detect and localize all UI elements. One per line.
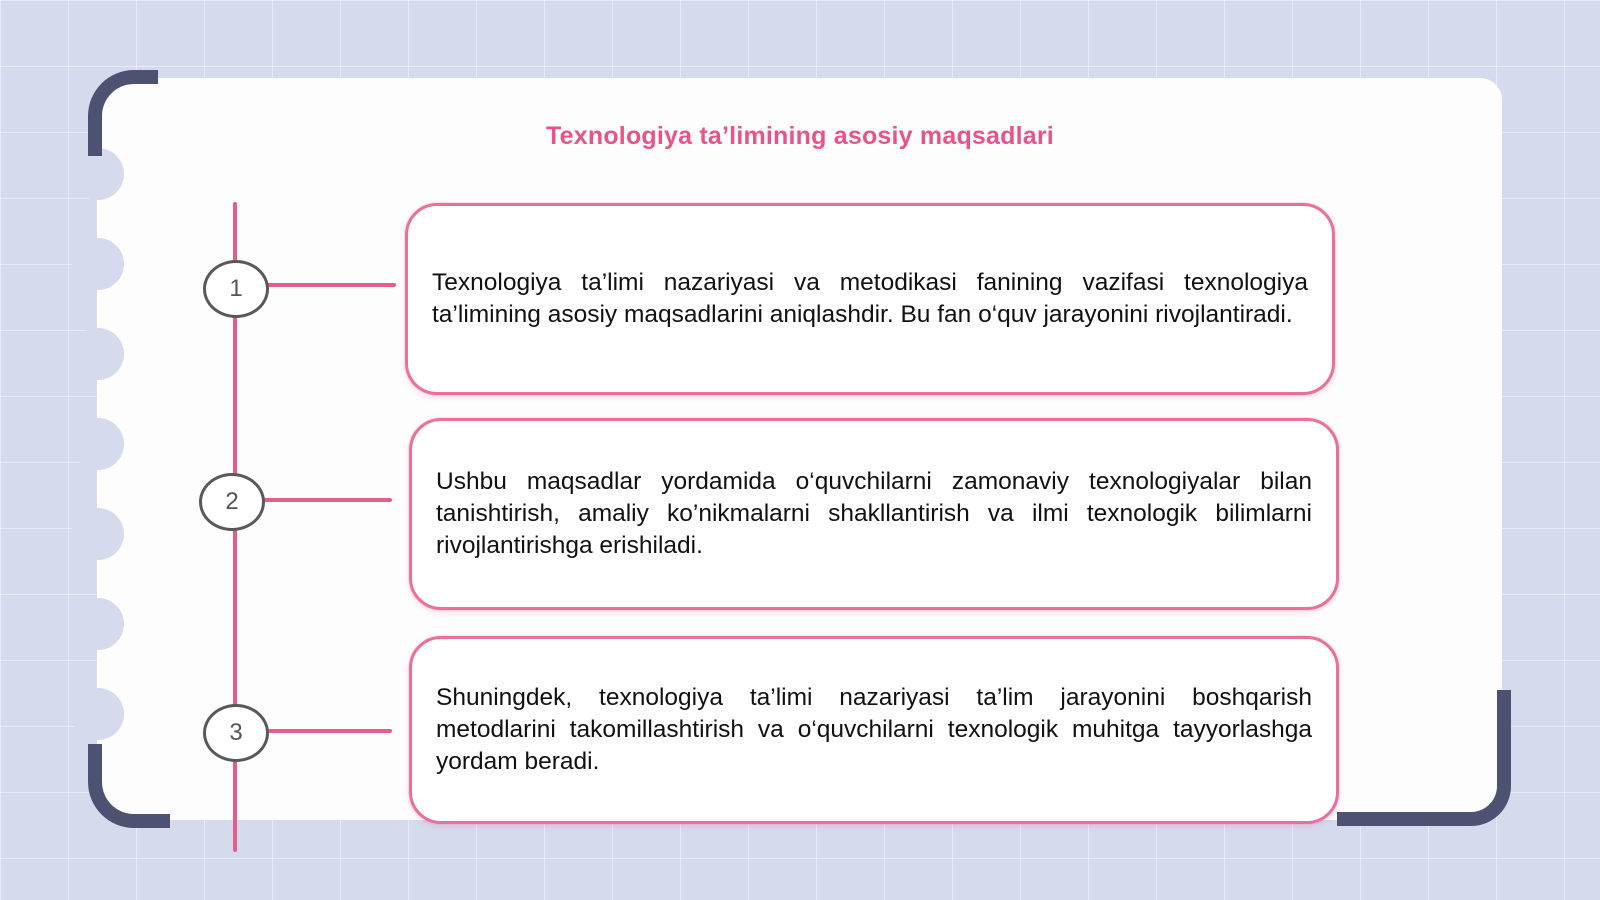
frame-corner-bottom-left [88,744,170,828]
step-2-number: 2 [199,473,265,531]
sheet-notch [72,508,124,560]
goal-text-1: Texnologiya ta’limi nazariyasi va metodikasi fanining vazifasi texnologiya ta’limining asosiy maqsadlarini aniqlashdir. Bu fan o‘quv jarayonini rivojlantiradi. [432,269,1308,328]
step-connector [262,498,392,502]
sheet-notch [72,598,124,650]
sheet-notch [72,418,124,470]
sheet-notch [72,688,124,740]
step-connector [266,283,396,287]
goal-card-1 [405,203,1335,395]
goal-card-3 [409,636,1339,824]
goal-text-2: Ushbu maqsadlar yordamida o‘quvchilarni zamonaviy texnologiyalar bilan tanishtirish, amaliy ko’nikmalarni shakllantirish va ilmi texnologik bilimlarni rivojlantirishga erishiladi. [436,468,1312,559]
sheet-notch [72,328,124,380]
step-connector [266,729,392,733]
step-3-number: 3 [203,704,269,762]
slide-title: Texnologiya ta’limining asosiy maqsadlari [546,122,1054,150]
goal-card-2 [409,418,1339,610]
step-1-number: 1 [203,260,269,318]
sheet-notch [72,238,124,290]
frame-corner-bottom-right [1337,690,1511,826]
goal-text-3: Shuningdek, texnologiya ta’limi nazariyasi ta’lim jarayonini boshqarish metodlarini takomillashtirish va o‘quvchilarni texnologik muhitga tayyorlashga yordam beradi. [436,684,1312,775]
